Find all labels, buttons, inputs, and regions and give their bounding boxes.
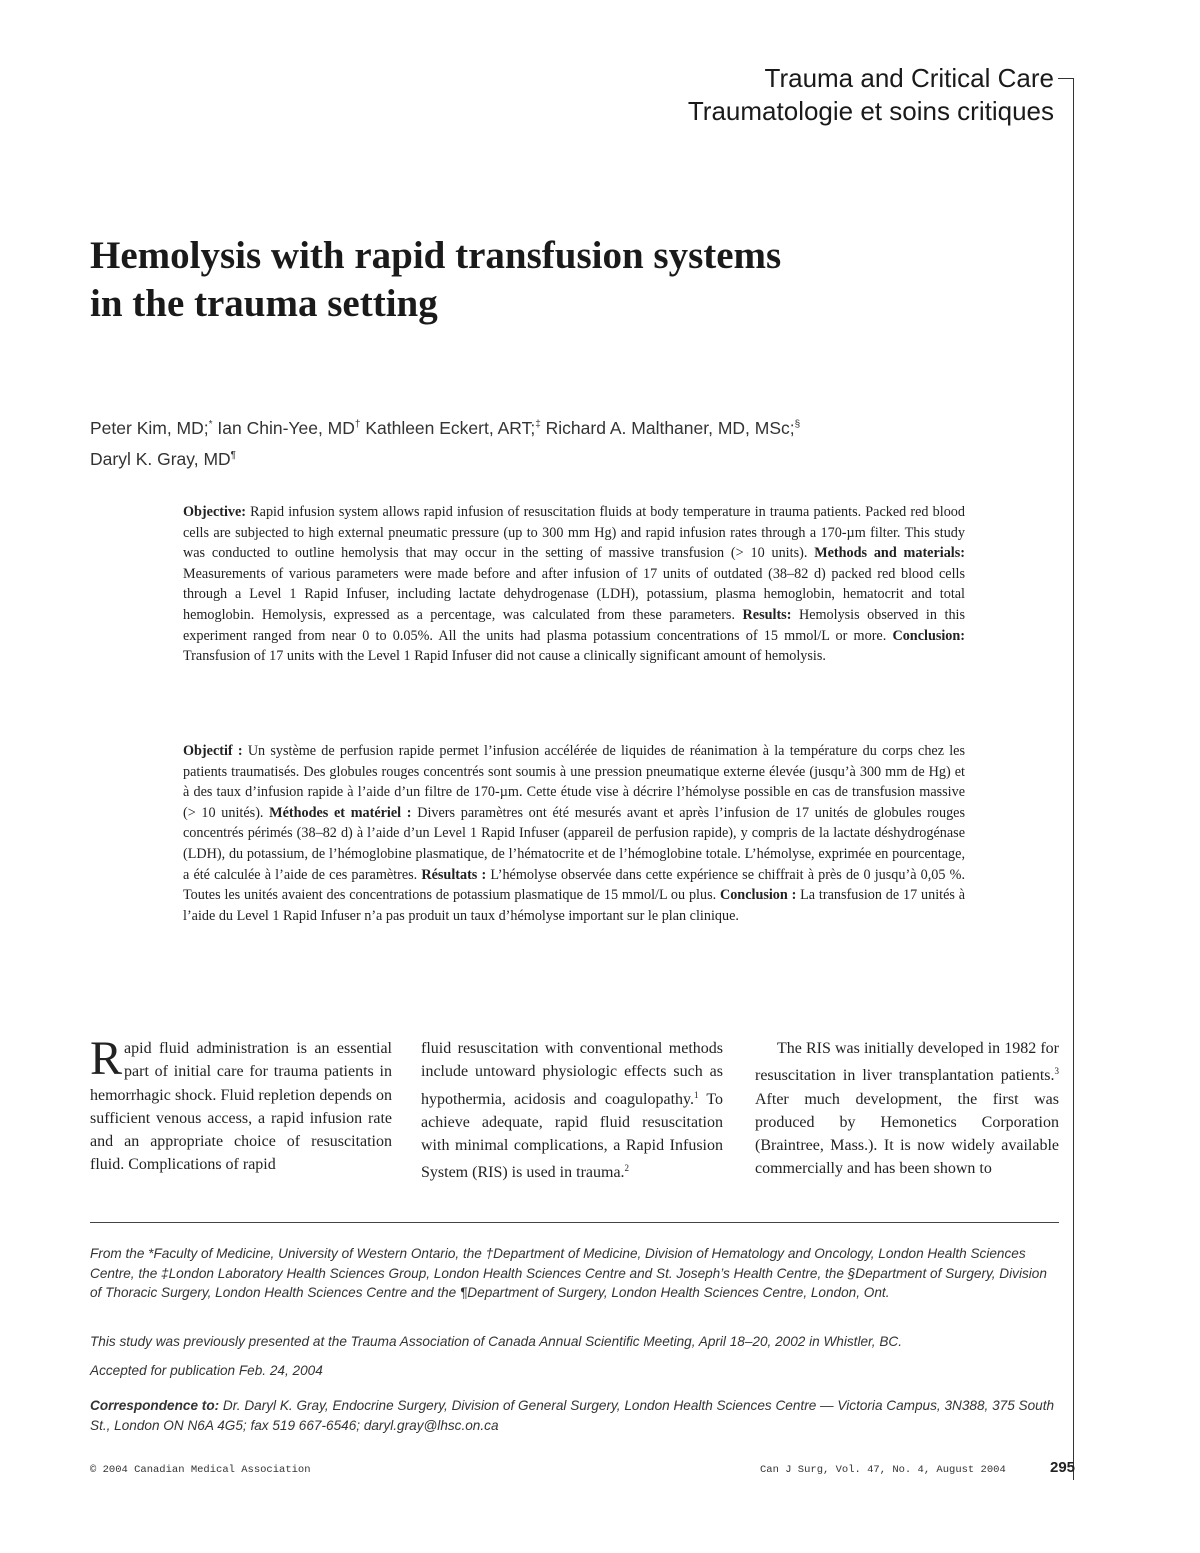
footnote-presented: This study was previously presented at the Trauma Association of Canada Annual Scientific Meeting, April 18–20, 2002 in Whistler, BC.	[90, 1334, 903, 1349]
body-column-1	[90, 1032, 392, 1177]
abstract-fr-conclusion-label: Conclusion :	[719, 887, 797, 904]
abstract-french	[183, 741, 965, 926]
author-gray-mark: ¶	[230, 450, 237, 461]
abstract-fr-results: L’hémolyse observée dans cette expérience se chiffrait à près de 0 jusqu’à 0,05 %. Toutes les unités avaient des concentrations de potassium plasmatique de 15 mmol/L ou plus.	[183, 866, 965, 904]
footnote-accepted: Accepted for publication Feb. 24, 2004	[90, 1363, 323, 1378]
abstract-fr-results-label: Résultats :	[421, 866, 487, 883]
body-column-3	[755, 1037, 1059, 1181]
title-line-2: in the trauma setting	[90, 282, 438, 325]
body-column-2-text-b: To achieve adequate, rapid fluid resuscitation with minimal complications, a Rapid Infusion System (RIS) is used in trauma.	[421, 1090, 723, 1182]
body-column-2-text-a: fluid resuscitation with conventional methods include untoward physiologic effects such as hypothermia, acidosis and coagulopathy.	[421, 1040, 723, 1108]
author-kim: Peter Kim, MD;	[90, 418, 209, 438]
author-line-2	[90, 442, 990, 473]
body-column-3-text-a: The RIS was initially developed in 1982 for resuscitation in liver transplantation patients.	[755, 1040, 1059, 1085]
abstract-en-results: Hemolysis observed in this experiment ranged from near 0 to 0.05%. All the units had plasma potassium concentrations of 15 mmol/L or more.	[183, 606, 965, 644]
body-column-2	[421, 1037, 723, 1185]
author-chin-yee: Ian Chin-Yee, MD	[212, 418, 355, 438]
footer-copyright: © 2004 Canadian Medical Association	[90, 1464, 311, 1476]
body-column-3-text-b: After much development, the first was produced by Hemonetics Corporation (Braintree, Mass.). It is now widely available commercially and has been shown to	[755, 1090, 1059, 1178]
abstract-en-methods-label: Methods and materials:	[814, 545, 965, 562]
abstract-fr-objective-label: Objectif :	[183, 743, 243, 759]
title-line-1: Hemolysis with rapid transfusion systems	[90, 234, 782, 277]
reference-3: 3	[1054, 1066, 1059, 1077]
footer-citation: Can J Surg, Vol. 47, No. 4, August 2004	[760, 1464, 1006, 1476]
header-rule-horizontal	[1058, 78, 1074, 79]
abstract-en-objective: Rapid infusion system allows rapid infusion of resuscitation fluids at body temperature in trauma patients. Packed red blood cells are subjected to high external pneumatic pressure (up to 300 mm Hg) and rapid infusion rates through a 170-µm filter. This study was conducted to outline hemolysis that may occur in the setting of massive transfusion (> 10 units).	[183, 504, 965, 562]
abstract-en-conclusion: Transfusion of 17 units with the Level 1 Rapid Infuser did not cause a clinically significant amount of hemolysis.	[183, 648, 826, 665]
reference-2: 2	[624, 1163, 630, 1174]
drop-cap: R	[90, 1032, 123, 1085]
footnote-correspondence	[90, 1396, 1059, 1435]
correspondence-text: Dr. Daryl K. Gray, Endocrine Surgery, Division of General Surgery, London Health Sciences Centre — Victoria Campus, 3N388, 375 South St., London ON N6A 4G5; fax 519 667-6546; daryl.gray@lhsc.on.ca	[90, 1398, 1055, 1433]
page-number: 295	[1050, 1459, 1076, 1476]
correspondence-label: Correspondence to:	[90, 1398, 220, 1413]
footnote-divider	[90, 1222, 1059, 1223]
abstract-fr-conclusion: La transfusion de 17 unités à l’aide du Level 1 Rapid Infuser n’a pas produit un taux d’hémolyse important sur le plan clinique.	[183, 887, 966, 924]
article-title	[90, 232, 990, 328]
abstract-en-conclusion-label: Conclusion:	[892, 627, 965, 644]
section-header	[560, 62, 1054, 128]
abstract-en-objective-label: Objective:	[183, 504, 247, 520]
reference-1: 1	[694, 1089, 699, 1100]
abstract-fr-methods: Divers paramètres ont été mesurés avant et après l’infusion de 17 unités de globules rouges concentrés périmés (38–82 d) à l’aide d’un Level 1 Rapid Infuser (appareil de perfusion rapide), y compris de la lactate déshydrogénase (LDH), du potassium, de l’hémoglobine plasmatique, de l’hématocrite et de l’hémoglobine totale. L’hémolyse, exprimée en pourcentage, a été calculée à l’aide de ces paramètres.	[183, 804, 966, 883]
author-chin-yee-mark: †	[354, 419, 361, 430]
author-eckert: Kathleen Eckert, ART;	[360, 418, 536, 438]
author-eckert-mark: ‡	[535, 419, 541, 430]
author-list	[90, 411, 990, 473]
author-malthaner: Richard A. Malthaner, MD, MSc;	[540, 418, 795, 438]
abstract-fr-methods-label: Méthodes et matériel :	[269, 804, 412, 821]
abstract-fr-objective: Un système de perfusion rapide permet l’infusion accélérée de liquides de réanimation à la température du corps chez les patients traumatisés. Des globules rouges concentrés sont soumis à une pression pneumatique externe élevée (jusqu’à 300 mm de Hg) et à des taux d’infusion rapide à l’aide d’un filtre de 170-µm. Cette étude vise à décrire l’hémolyse possible en cas de transfusion massive (> 10 unités).	[183, 743, 965, 821]
author-gray: Daryl K. Gray, MD	[90, 449, 231, 469]
author-line-1	[90, 411, 990, 442]
footnote-affiliations: From the *Faculty of Medicine, University of Western Ontario, the †Department of Medicine, Division of Hematology and Oncology, London Health Sciences Centre, the ‡London Laboratory Health Sciences Group, London Health Sciences Centre and St. Joseph’s Health Centre, the §Department of Surgery, Division of Thoracic Surgery, London Health Sciences Centre and the ¶Department of Surgery, London Health Sciences Centre, London, Ont.	[90, 1246, 1047, 1301]
body-column-1-text: apid fluid administration is an essential part of initial care for trauma patients in hemorrhagic shock. Fluid repletion depends on sufficient venous access, a rapid infusion rate and an appropriate choice of resuscitation fluid. Complications of rapid	[90, 1040, 392, 1174]
section-header-fr: Traumatologie et soins critiques	[687, 96, 1054, 126]
abstract-english	[183, 502, 965, 667]
author-malthaner-mark: §	[794, 419, 801, 430]
header-rule-vertical	[1073, 78, 1074, 1480]
section-header-en: Trauma and Critical Care	[764, 63, 1054, 93]
abstract-en-results-label: Results:	[742, 606, 792, 623]
author-kim-mark: *	[208, 419, 213, 430]
abstract-en-methods: Measurements of various parameters were made before and after infusion of 17 units of outdated (38–82 d) packed red blood cells through a Level 1 Rapid Infuser, including lactate dehydrogenase (LDH), potassium, plasma hemoglobin, hematocrit and total hemoglobin. Hemolysis, expressed as a percentage, was calculated from these parameters.	[183, 565, 965, 623]
